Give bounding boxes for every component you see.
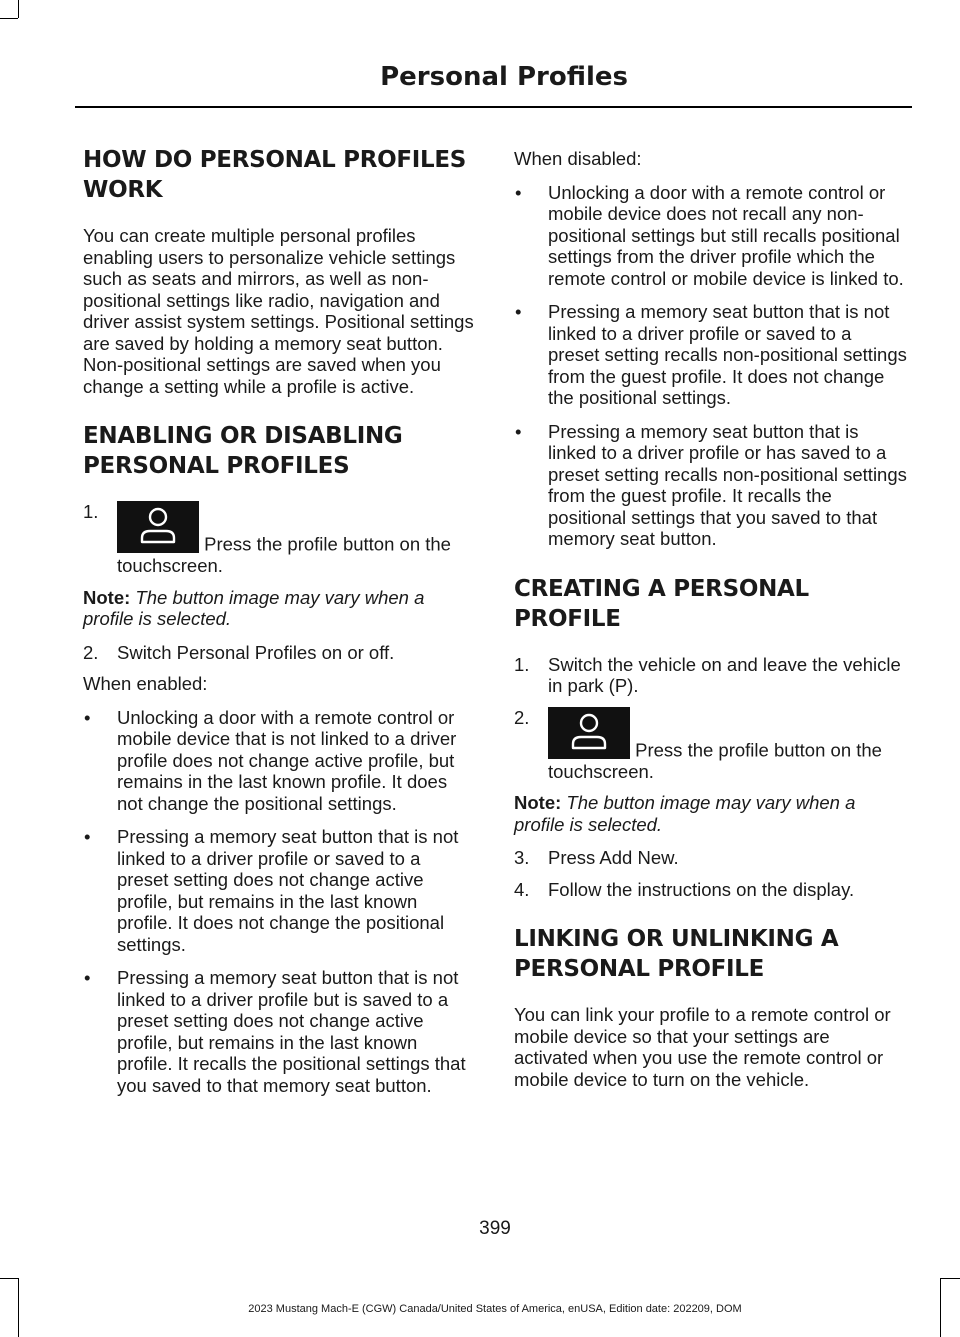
when-enabled-label: When enabled: (83, 673, 208, 694)
disabled-bullet-list (514, 182, 907, 550)
step-number: 1. (514, 653, 530, 675)
note-label: Note: (514, 792, 562, 813)
step-text: Press Add New. (548, 847, 679, 868)
create-step-1 (514, 654, 907, 697)
create-step-3 (514, 847, 907, 869)
section-heading-linking-profile: LINKING OR UNLINKING A PERSONAL PROFILE (514, 926, 839, 982)
list-item-text: Pressing a memory seat button that is not linked to a driver profile but is saved to a preset setting does not change active profile, but remains in the last known profile. It recalls the positional settings that you saved to that memory seat button. (117, 967, 466, 1096)
note-text: The button image may vary when a profile is selected. (83, 586, 425, 629)
section-heading-creating-profile: CREATING A PERSONAL PROFILE (514, 575, 809, 632)
list-item-text: Pressing a memory seat button that is not linked to a driver profile or saved to a preset setting does not change active profile, but remains in the last known profile. It does not change the positional settings. (117, 826, 459, 955)
step-text: Switch Personal Profiles on or off. (117, 641, 395, 663)
note (83, 587, 476, 630)
bullet: • (515, 420, 522, 442)
page-number: 399 (479, 1218, 511, 1239)
person-profile-icon (548, 707, 630, 759)
crop-mark (941, 1278, 960, 1279)
when-disabled-label: When disabled: (514, 148, 642, 169)
step-number: 2. (514, 706, 530, 728)
header-divider (75, 106, 912, 108)
create-step-2 (514, 707, 907, 783)
step-number: 1. (83, 501, 99, 522)
right-column (514, 148, 907, 1102)
list-item-text: Unlocking a door with a remote control or mobile device does not recall any non-positional settings but still recalls positional settings from the driver profile which the remote control or mobile device is linked to. (548, 181, 904, 289)
enabled-bullet-list (83, 707, 476, 1097)
list-item-text: Unlocking a door with a remote control or mobile device that is not linked to a driver profile does not change active profile, but remains in the last known profile. It does not change the positional settings. (117, 706, 457, 814)
list-item-text: Pressing a memory seat button that is linked to a driver profile or has saved to a preset setting recalls non-positional settings from the guest profile. It recalls the positional settings that you saved to that memory seat button. (548, 420, 907, 549)
step-2 (83, 642, 476, 664)
intro-paragraph: You can create multiple personal profiles enabling users to personalize vehicle settings such as seats and mirrors, as well as non-positional settings like radio, navigation and driver assist system settings. Positional settings are saved by holding a memory seat button. Non-positional settings are saved when you change a setting while a profile is active. (83, 225, 474, 397)
step-text: Press the profile button on the touchscreen. (548, 739, 882, 782)
crop-mark (18, 0, 19, 18)
linking-paragraph: You can link your profile to a remote control or mobile device so that your settings are activated when you use the remote control or mobile device to turn on the vehicle. (514, 1004, 891, 1090)
create-step-4 (514, 879, 907, 901)
bullet: • (84, 967, 91, 988)
step-number: 3. (514, 847, 530, 868)
list-item (514, 421, 907, 550)
bullet: • (84, 706, 91, 728)
footer-edition-info: 2023 Mustang Mach-E (CGW) Canada/United States of America, enUSA, Edition date: 202209, DOM (248, 1303, 742, 1315)
list-item (83, 967, 476, 1096)
bullet: • (515, 181, 522, 203)
person-profile-icon (117, 501, 199, 553)
step-number: 4. (514, 878, 530, 900)
step-text: Press the profile button on the touchscreen. (117, 533, 451, 576)
list-item-text: Pressing a memory seat button that is not linked to a driver profile or saved to a preset setting recalls non-positional settings from the guest profile. It does not change the positional settings. (548, 301, 907, 408)
step-number: 2. (83, 641, 99, 663)
list-item (83, 826, 476, 955)
bullet: • (515, 301, 522, 322)
page-title: Personal Profiles (380, 62, 628, 92)
list-item (514, 301, 907, 409)
left-column (83, 145, 476, 1108)
bullet: • (84, 826, 91, 847)
note-label: Note: (83, 586, 131, 608)
step-text: Follow the instructions on the display. (548, 878, 855, 900)
step-text: Switch the vehicle on and leave the vehicle in park (P). (548, 653, 901, 696)
list-item (514, 182, 907, 290)
list-item (83, 707, 476, 815)
section-heading-how-profiles-work: HOW DO PERSONAL PROFILES WORK (83, 147, 467, 203)
step-1 (83, 501, 476, 577)
crop-mark (0, 18, 18, 19)
crop-mark (0, 1278, 18, 1279)
section-heading-enabling-disabling: ENABLING OR DISABLING PERSONAL PROFILES (83, 423, 403, 479)
note (514, 792, 907, 835)
note-text: The button image may vary when a profile is selected. (514, 792, 856, 835)
